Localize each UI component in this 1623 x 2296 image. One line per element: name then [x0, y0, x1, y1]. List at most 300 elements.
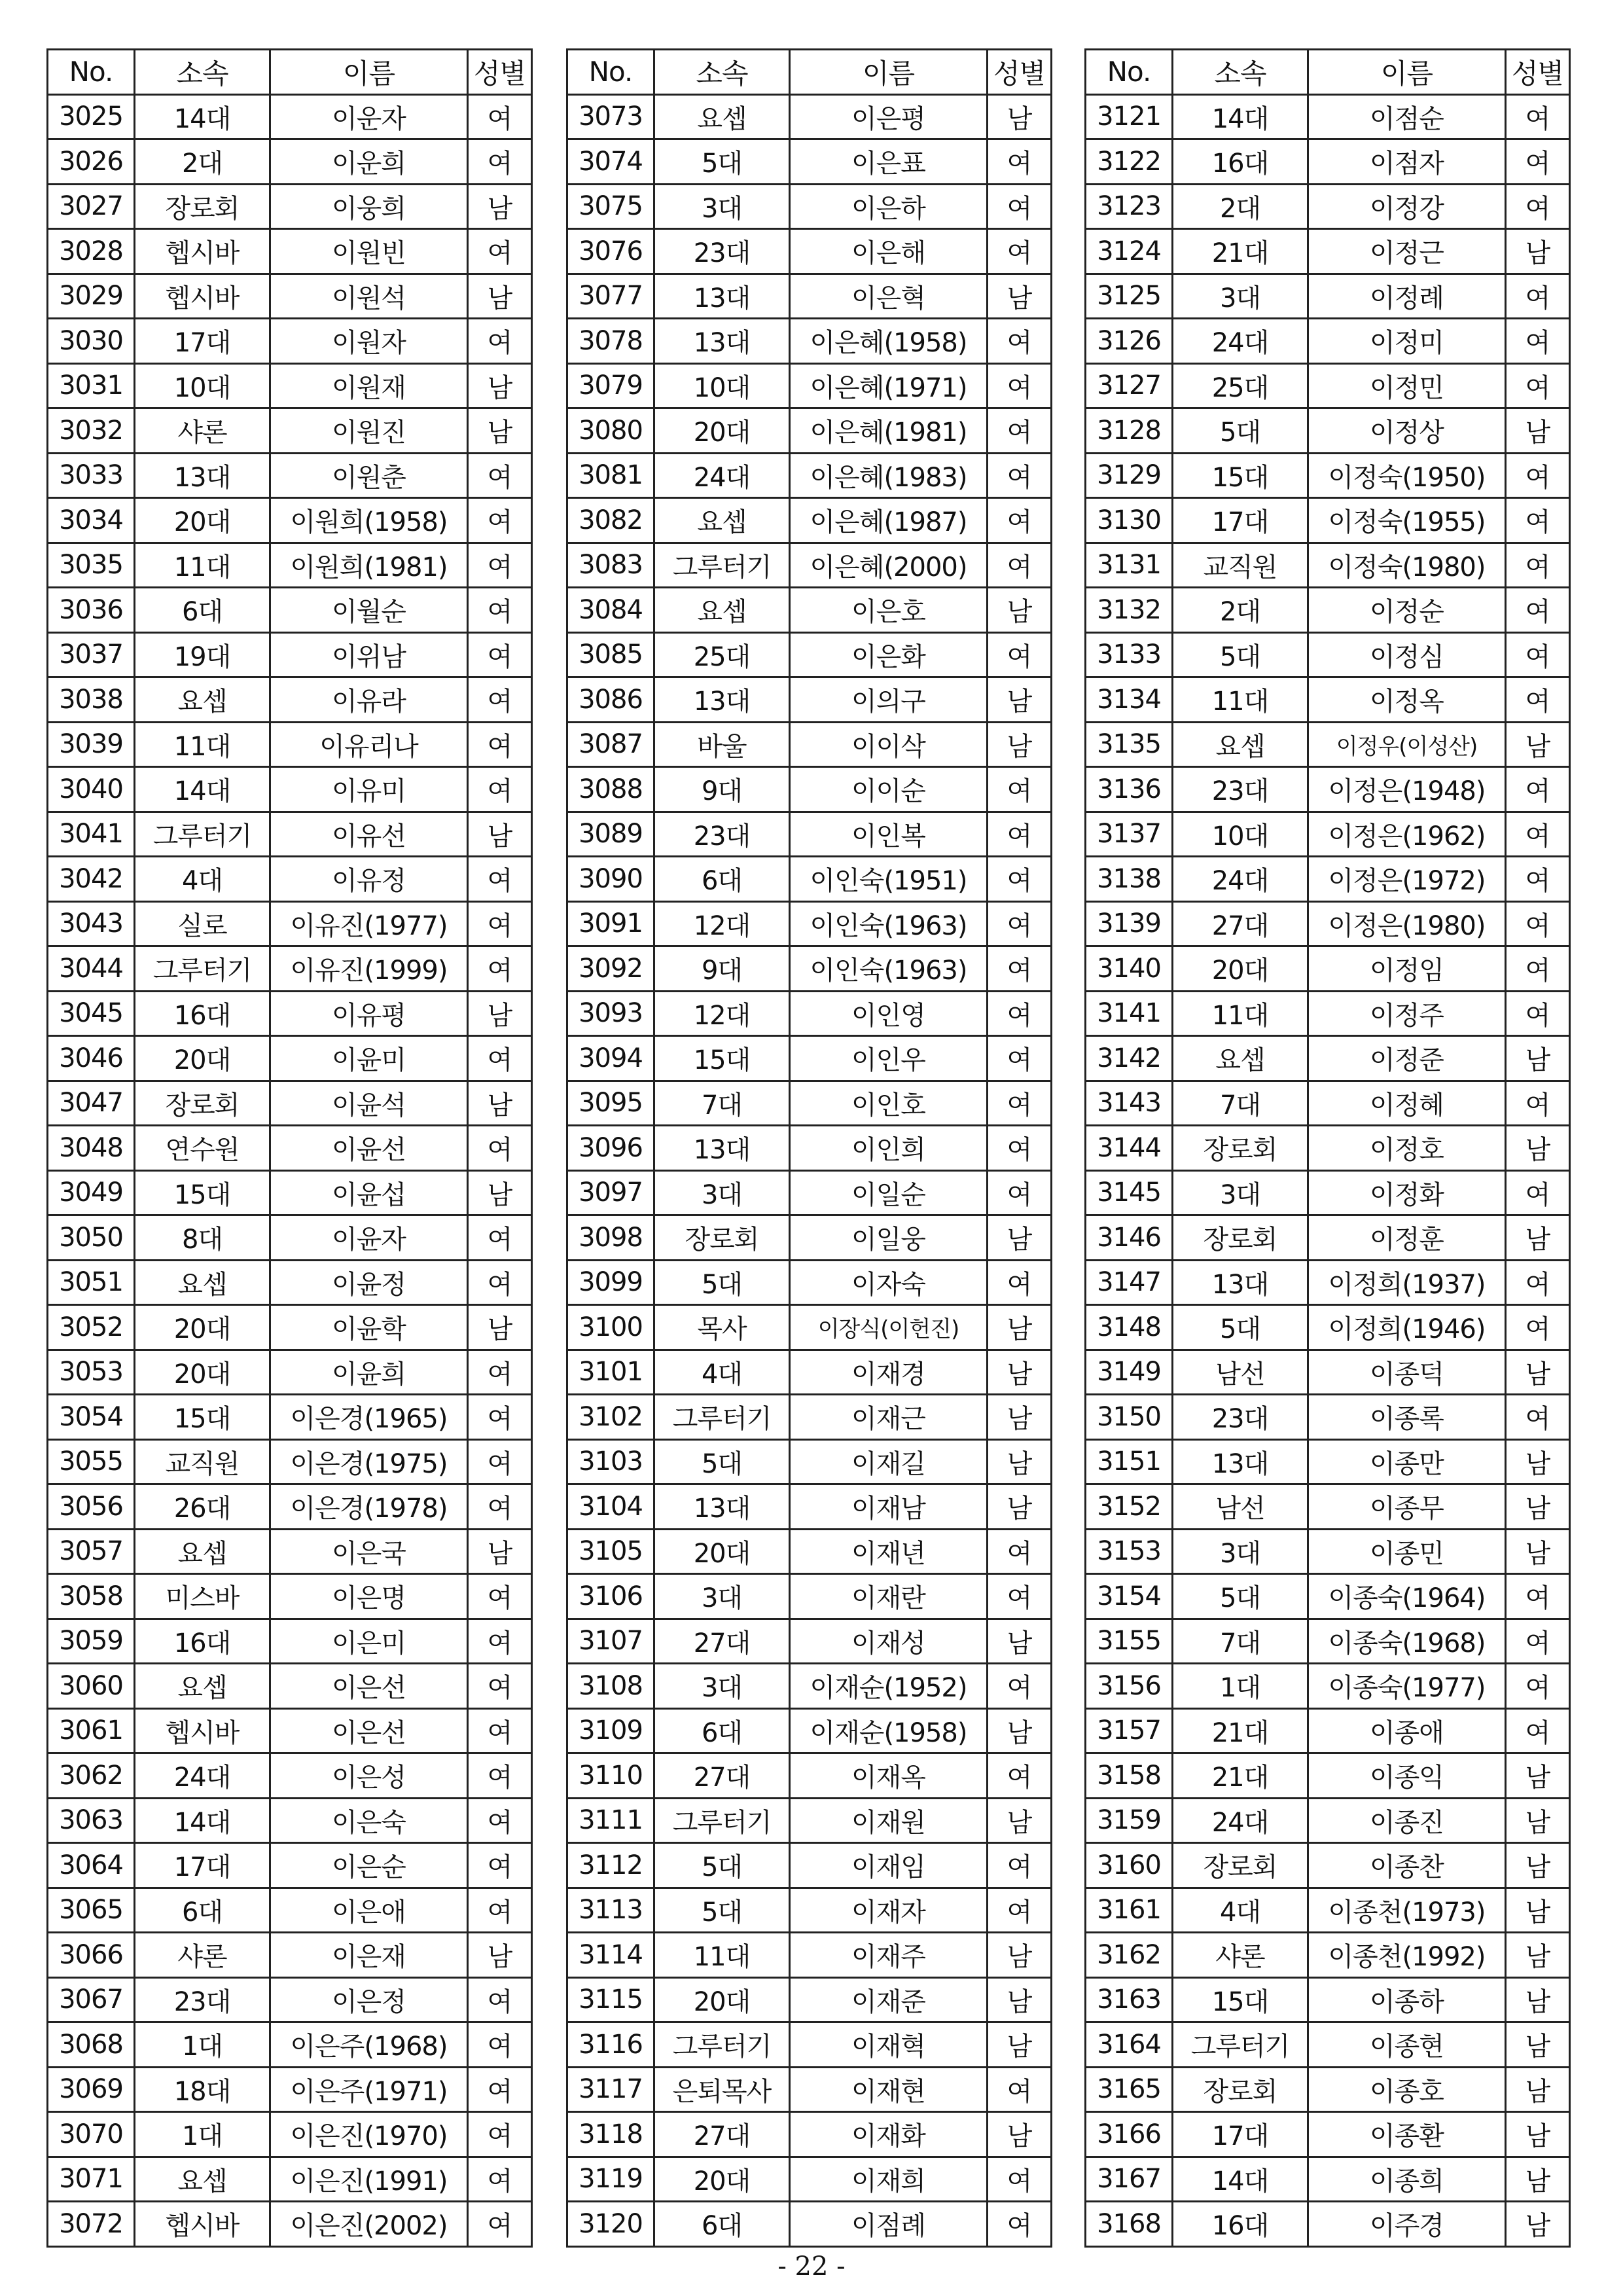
- cell-name: 이재화: [790, 2112, 988, 2157]
- cell-no: 3101: [567, 1350, 654, 1395]
- cell-gender: 여: [988, 767, 1052, 812]
- cell-gender: 여: [468, 901, 532, 946]
- cell-gender: 여: [988, 1574, 1052, 1619]
- table-row: [1086, 1350, 1570, 1395]
- cell-affiliation: 13대: [654, 274, 790, 319]
- cell-gender: 여: [1506, 363, 1570, 408]
- cell-affiliation: 20대: [135, 498, 270, 543]
- cell-no: 3151: [1086, 1439, 1173, 1484]
- cell-name: 이인희: [790, 1126, 988, 1171]
- cell-gender: 여: [468, 1484, 532, 1530]
- cell-gender: 남: [468, 408, 532, 454]
- cell-gender: 여: [468, 229, 532, 274]
- cell-no: 3106: [567, 1574, 654, 1619]
- cell-no: 3138: [1086, 857, 1173, 902]
- cell-gender: 여: [988, 991, 1052, 1036]
- cell-affiliation: 5대: [654, 1439, 790, 1484]
- header-affiliation: 소속: [135, 50, 270, 95]
- cell-name: 이윤미: [270, 1036, 468, 1081]
- cell-affiliation: 교직원: [1173, 543, 1308, 588]
- cell-gender: 여: [1506, 319, 1570, 364]
- cell-affiliation: 17대: [135, 1843, 270, 1888]
- cell-name: 이재년: [790, 1529, 988, 1574]
- cell-no: 3084: [567, 588, 654, 633]
- table-row: [1086, 1708, 1570, 1753]
- cell-affiliation: 11대: [1173, 991, 1308, 1036]
- cell-affiliation: 3대: [654, 1170, 790, 1215]
- cell-no: 3045: [48, 991, 135, 1036]
- cell-name: 이이삭: [790, 722, 988, 767]
- cell-name: 이정미: [1308, 319, 1506, 364]
- cell-gender: 남: [988, 677, 1052, 723]
- cell-affiliation: 20대: [654, 408, 790, 454]
- cell-affiliation: 요셉: [135, 677, 270, 723]
- cell-name: 이원재: [270, 363, 468, 408]
- header-name: 이름: [270, 50, 468, 95]
- cell-affiliation: 23대: [654, 812, 790, 857]
- cell-affiliation: 6대: [654, 1708, 790, 1753]
- table-row: [567, 1753, 1052, 1799]
- cell-name: 이유라: [270, 677, 468, 723]
- cell-affiliation: 5대: [654, 1843, 790, 1888]
- cell-gender: 남: [468, 812, 532, 857]
- table-row: [1086, 498, 1570, 543]
- cell-no: 3079: [567, 363, 654, 408]
- table-row: [567, 498, 1052, 543]
- cell-no: 3060: [48, 1664, 135, 1709]
- cell-affiliation: 3대: [654, 1664, 790, 1709]
- cell-gender: 남: [1506, 2067, 1570, 2112]
- cell-gender: 여: [468, 1888, 532, 1933]
- cell-no: 3153: [1086, 1529, 1173, 1574]
- cell-no: 3056: [48, 1484, 135, 1530]
- cell-gender: 남: [988, 94, 1052, 139]
- cell-affiliation: 헵시바: [135, 2202, 270, 2247]
- cell-gender: 여: [468, 2202, 532, 2247]
- cell-affiliation: 20대: [135, 1305, 270, 1350]
- table-row: [1086, 901, 1570, 946]
- member-table-3: [1084, 48, 1571, 2248]
- cell-affiliation: 장로회: [1173, 1126, 1308, 1171]
- cell-no: 3130: [1086, 498, 1173, 543]
- table-row: [567, 1081, 1052, 1126]
- member-table-1: [46, 48, 533, 2248]
- cell-affiliation: 장로회: [135, 184, 270, 229]
- table-row: [48, 319, 532, 364]
- cell-affiliation: 4대: [135, 857, 270, 902]
- cell-affiliation: 바울: [654, 722, 790, 767]
- cell-no: 3081: [567, 453, 654, 498]
- cell-gender: 남: [988, 1350, 1052, 1395]
- cell-no: 3067: [48, 1977, 135, 2022]
- cell-name: 이은국: [270, 1529, 468, 1574]
- cell-name: 이정순: [1308, 588, 1506, 633]
- cell-name: 이종숙(1977): [1308, 1664, 1506, 1709]
- cell-name: 이재성: [790, 1619, 988, 1664]
- cell-gender: 남: [988, 1977, 1052, 2022]
- table-row: [567, 1484, 1052, 1530]
- table-row: [567, 1350, 1052, 1395]
- cell-name: 이은진(1970): [270, 2112, 468, 2157]
- cell-affiliation: 요셉: [135, 1260, 270, 1305]
- cell-name: 이윤선: [270, 1126, 468, 1171]
- cell-no: 3043: [48, 901, 135, 946]
- cell-affiliation: 12대: [654, 991, 790, 1036]
- cell-gender: 여: [1506, 1708, 1570, 1753]
- table-row: [1086, 1798, 1570, 1843]
- header-gender: 성별: [1506, 50, 1570, 95]
- cell-name: 이종천(1992): [1308, 1933, 1506, 1978]
- cell-gender: 여: [1506, 946, 1570, 992]
- cell-affiliation: 5대: [654, 1888, 790, 1933]
- cell-no: 3140: [1086, 946, 1173, 992]
- cell-no: 3073: [567, 94, 654, 139]
- table-row: [48, 1395, 532, 1440]
- cell-gender: 남: [988, 1439, 1052, 1484]
- cell-gender: 여: [1506, 184, 1570, 229]
- table-row: [48, 1843, 532, 1888]
- cell-no: 3089: [567, 812, 654, 857]
- cell-no: 3157: [1086, 1708, 1173, 1753]
- table-row: [567, 2157, 1052, 2202]
- cell-gender: 여: [468, 946, 532, 992]
- cell-gender: 여: [468, 94, 532, 139]
- cell-name: 이정혜: [1308, 1081, 1506, 1126]
- cell-name: 이정은(1980): [1308, 901, 1506, 946]
- cell-gender: 여: [468, 1574, 532, 1619]
- cell-no: 3145: [1086, 1170, 1173, 1215]
- cell-gender: 여: [1506, 1664, 1570, 1709]
- table-row: [48, 677, 532, 723]
- cell-gender: 남: [468, 991, 532, 1036]
- cell-no: 3146: [1086, 1215, 1173, 1261]
- cell-name: 이은혜(2000): [790, 543, 988, 588]
- cell-gender: 여: [988, 363, 1052, 408]
- cell-gender: 남: [468, 1170, 532, 1215]
- header-affiliation: 소속: [1173, 50, 1308, 95]
- cell-affiliation: 3대: [1173, 274, 1308, 319]
- cell-name: 이정임: [1308, 946, 1506, 992]
- cell-name: 이은정: [270, 1977, 468, 2022]
- cell-name: 이은혜(1971): [790, 363, 988, 408]
- cell-gender: 여: [1506, 901, 1570, 946]
- cell-affiliation: 12대: [654, 901, 790, 946]
- cell-affiliation: 그루터기: [135, 812, 270, 857]
- cell-name: 이월순: [270, 588, 468, 633]
- cell-name: 이원희(1981): [270, 543, 468, 588]
- cell-affiliation: 24대: [1173, 319, 1308, 364]
- cell-no: 3115: [567, 1977, 654, 2022]
- table-row: [1086, 1753, 1570, 1799]
- cell-affiliation: 요셉: [1173, 722, 1308, 767]
- cell-affiliation: 21대: [1173, 229, 1308, 274]
- table-row: [567, 677, 1052, 723]
- cell-no: 3064: [48, 1843, 135, 1888]
- table-row: [567, 1126, 1052, 1171]
- cell-no: 3070: [48, 2112, 135, 2157]
- cell-gender: 여: [988, 543, 1052, 588]
- cell-no: 3120: [567, 2202, 654, 2247]
- cell-no: 3163: [1086, 1977, 1173, 2022]
- cell-no: 3078: [567, 319, 654, 364]
- cell-name: 이정강: [1308, 184, 1506, 229]
- cell-name: 이일웅: [790, 1215, 988, 1261]
- cell-affiliation: 그루터기: [654, 1395, 790, 1440]
- cell-affiliation: 샤론: [135, 408, 270, 454]
- cell-affiliation: 13대: [654, 319, 790, 364]
- cell-no: 3113: [567, 1888, 654, 1933]
- cell-name: 이정옥: [1308, 677, 1506, 723]
- cell-gender: 여: [988, 901, 1052, 946]
- table-row: [1086, 1305, 1570, 1350]
- cell-gender: 남: [988, 1798, 1052, 1843]
- table-row: [567, 1798, 1052, 1843]
- cell-affiliation: 2대: [1173, 588, 1308, 633]
- table-row: [567, 274, 1052, 319]
- cell-affiliation: 15대: [1173, 453, 1308, 498]
- cell-name: 이은성: [270, 1753, 468, 1799]
- cell-affiliation: 1대: [135, 2112, 270, 2157]
- table-row: [48, 1529, 532, 1574]
- cell-gender: 남: [1506, 1484, 1570, 1530]
- cell-no: 3034: [48, 498, 135, 543]
- cell-gender: 남: [468, 274, 532, 319]
- cell-gender: 여: [1506, 632, 1570, 677]
- cell-name: 이은주(1968): [270, 2022, 468, 2068]
- cell-no: 3164: [1086, 2022, 1173, 2068]
- cell-name: 이정화: [1308, 1170, 1506, 1215]
- cell-no: 3110: [567, 1753, 654, 1799]
- cell-affiliation: 5대: [1173, 632, 1308, 677]
- cell-name: 이은미: [270, 1619, 468, 1664]
- cell-affiliation: 20대: [135, 1036, 270, 1081]
- cell-name: 이인복: [790, 812, 988, 857]
- cell-no: 3072: [48, 2202, 135, 2247]
- cell-name: 이은진(2002): [270, 2202, 468, 2247]
- cell-gender: 여: [1506, 1619, 1570, 1664]
- cell-affiliation: 24대: [1173, 857, 1308, 902]
- cell-gender: 여: [988, 453, 1052, 498]
- table-row: [48, 1619, 532, 1664]
- cell-no: 3103: [567, 1439, 654, 1484]
- cell-name: 이재길: [790, 1439, 988, 1484]
- cell-no: 3159: [1086, 1798, 1173, 1843]
- cell-name: 이은애: [270, 1888, 468, 1933]
- table-row: [1086, 1126, 1570, 1171]
- cell-gender: 여: [988, 1081, 1052, 1126]
- cell-name: 이원석: [270, 274, 468, 319]
- table-row: [567, 363, 1052, 408]
- cell-no: 3128: [1086, 408, 1173, 454]
- cell-name: 이정호: [1308, 1126, 1506, 1171]
- cell-gender: 남: [988, 1484, 1052, 1530]
- cell-name: 이윤학: [270, 1305, 468, 1350]
- cell-gender: 남: [1506, 1753, 1570, 1799]
- cell-name: 이정근: [1308, 229, 1506, 274]
- cell-no: 3094: [567, 1036, 654, 1081]
- cell-no: 3126: [1086, 319, 1173, 364]
- table-row: [567, 588, 1052, 633]
- cell-no: 3076: [567, 229, 654, 274]
- cell-no: 3068: [48, 2022, 135, 2068]
- cell-affiliation: 14대: [1173, 94, 1308, 139]
- cell-gender: 여: [988, 2067, 1052, 2112]
- cell-affiliation: 10대: [654, 363, 790, 408]
- cell-name: 이인숙(1951): [790, 857, 988, 902]
- cell-name: 이정숙(1955): [1308, 498, 1506, 543]
- cell-name: 이종숙(1968): [1308, 1619, 1506, 1664]
- cell-name: 이인호: [790, 1081, 988, 1126]
- table-row: [1086, 1619, 1570, 1664]
- cell-name: 이재희: [790, 2157, 988, 2202]
- cell-gender: 남: [1506, 1933, 1570, 1978]
- cell-affiliation: 3대: [1173, 1529, 1308, 1574]
- cell-gender: 여: [988, 229, 1052, 274]
- table-row: [48, 1126, 532, 1171]
- cell-name: 이웅희: [270, 184, 468, 229]
- cell-gender: 여: [468, 1260, 532, 1305]
- cell-gender: 여: [988, 857, 1052, 902]
- cell-gender: 여: [468, 1664, 532, 1709]
- cell-no: 3035: [48, 543, 135, 588]
- cell-no: 3057: [48, 1529, 135, 1574]
- cell-affiliation: 26대: [135, 1484, 270, 1530]
- table-row: [1086, 408, 1570, 454]
- cell-gender: 여: [988, 498, 1052, 543]
- table-row: [567, 2202, 1052, 2247]
- table-row: [48, 229, 532, 274]
- cell-gender: 여: [468, 1350, 532, 1395]
- cell-name: 이은순: [270, 1843, 468, 1888]
- table-row: [567, 1708, 1052, 1753]
- cell-gender: 남: [1506, 1439, 1570, 1484]
- table-row: [1086, 94, 1570, 139]
- cell-affiliation: 요셉: [135, 2157, 270, 2202]
- table-row: [567, 1036, 1052, 1081]
- cell-gender: 여: [1506, 498, 1570, 543]
- cell-no: 3033: [48, 453, 135, 498]
- cell-name: 이정준: [1308, 1036, 1506, 1081]
- cell-gender: 남: [1506, 408, 1570, 454]
- cell-no: 3098: [567, 1215, 654, 1261]
- cell-affiliation: 19대: [135, 632, 270, 677]
- cell-affiliation: 11대: [654, 1933, 790, 1978]
- table-row: [1086, 2022, 1570, 2068]
- table-row: [567, 1933, 1052, 1978]
- cell-no: 3082: [567, 498, 654, 543]
- cell-name: 이정우(이성산): [1308, 722, 1506, 767]
- cell-gender: 여: [988, 1888, 1052, 1933]
- table-row: [48, 1977, 532, 2022]
- cell-no: 3026: [48, 139, 135, 185]
- cell-affiliation: 1대: [135, 2022, 270, 2068]
- cell-affiliation: 3대: [654, 184, 790, 229]
- cell-name: 이재원: [790, 1798, 988, 1843]
- cell-name: 이원춘: [270, 453, 468, 498]
- table-row: [567, 229, 1052, 274]
- cell-affiliation: 23대: [135, 1977, 270, 2022]
- cell-affiliation: 21대: [1173, 1753, 1308, 1799]
- cell-gender: 여: [988, 408, 1052, 454]
- table-row: [1086, 1081, 1570, 1126]
- table-row: [1086, 677, 1570, 723]
- cell-no: 3135: [1086, 722, 1173, 767]
- table-row: [1086, 1260, 1570, 1305]
- cell-name: 이장식(이헌진): [790, 1305, 988, 1350]
- cell-affiliation: 27대: [654, 1619, 790, 1664]
- cell-no: 3104: [567, 1484, 654, 1530]
- cell-name: 이정숙(1950): [1308, 453, 1506, 498]
- cell-name: 이종호: [1308, 2067, 1506, 2112]
- cell-no: 3111: [567, 1798, 654, 1843]
- cell-affiliation: 25대: [1173, 363, 1308, 408]
- cell-gender: 남: [1506, 722, 1570, 767]
- table-row: [567, 901, 1052, 946]
- cell-affiliation: 24대: [1173, 1798, 1308, 1843]
- table-row: [48, 1798, 532, 1843]
- cell-name: 이재주: [790, 1933, 988, 1978]
- cell-no: 3168: [1086, 2202, 1173, 2247]
- cell-affiliation: 21대: [1173, 1708, 1308, 1753]
- cell-no: 3166: [1086, 2112, 1173, 2157]
- cell-name: 이종덕: [1308, 1350, 1506, 1395]
- cell-gender: 여: [1506, 139, 1570, 185]
- cell-name: 이재자: [790, 1888, 988, 1933]
- table-row: [1086, 2067, 1570, 2112]
- cell-affiliation: 20대: [654, 1529, 790, 1574]
- cell-gender: 여: [1506, 453, 1570, 498]
- cell-name: 이유미: [270, 767, 468, 812]
- cell-name: 이윤희: [270, 1350, 468, 1395]
- cell-name: 이정은(1948): [1308, 767, 1506, 812]
- cell-gender: 여: [988, 1126, 1052, 1171]
- cell-affiliation: 장로회: [1173, 1843, 1308, 1888]
- page-number: - 22 -: [777, 2251, 846, 2282]
- table-row: [48, 1170, 532, 1215]
- cell-affiliation: 16대: [1173, 2202, 1308, 2247]
- cell-gender: 여: [988, 946, 1052, 992]
- cell-name: 이종무: [1308, 1484, 1506, 1530]
- cell-affiliation: 5대: [654, 1260, 790, 1305]
- table-row: [48, 1664, 532, 1709]
- cell-no: 3131: [1086, 543, 1173, 588]
- cell-affiliation: 7대: [654, 1081, 790, 1126]
- cell-gender: 여: [468, 1036, 532, 1081]
- cell-name: 이재준: [790, 1977, 988, 2022]
- cell-affiliation: 16대: [1173, 139, 1308, 185]
- table-row: [48, 274, 532, 319]
- cell-name: 이종희: [1308, 2157, 1506, 2202]
- cell-gender: 여: [1506, 991, 1570, 1036]
- cell-name: 이점례: [790, 2202, 988, 2247]
- cell-name: 이자숙: [790, 1260, 988, 1305]
- cell-no: 3165: [1086, 2067, 1173, 2112]
- cell-name: 이재혁: [790, 2022, 988, 2068]
- cell-name: 이종천(1973): [1308, 1888, 1506, 1933]
- cell-affiliation: 13대: [1173, 1439, 1308, 1484]
- header-no: No.: [48, 50, 135, 95]
- cell-affiliation: 14대: [135, 94, 270, 139]
- cell-name: 이은경(1975): [270, 1439, 468, 1484]
- cell-gender: 여: [1506, 1081, 1570, 1126]
- cell-affiliation: 교직원: [135, 1439, 270, 1484]
- table-row: [1086, 1529, 1570, 1574]
- cell-no: 3065: [48, 1888, 135, 1933]
- cell-affiliation: 헵시바: [135, 1708, 270, 1753]
- cell-gender: 남: [1506, 1215, 1570, 1261]
- cell-no: 3108: [567, 1664, 654, 1709]
- cell-name: 이종만: [1308, 1439, 1506, 1484]
